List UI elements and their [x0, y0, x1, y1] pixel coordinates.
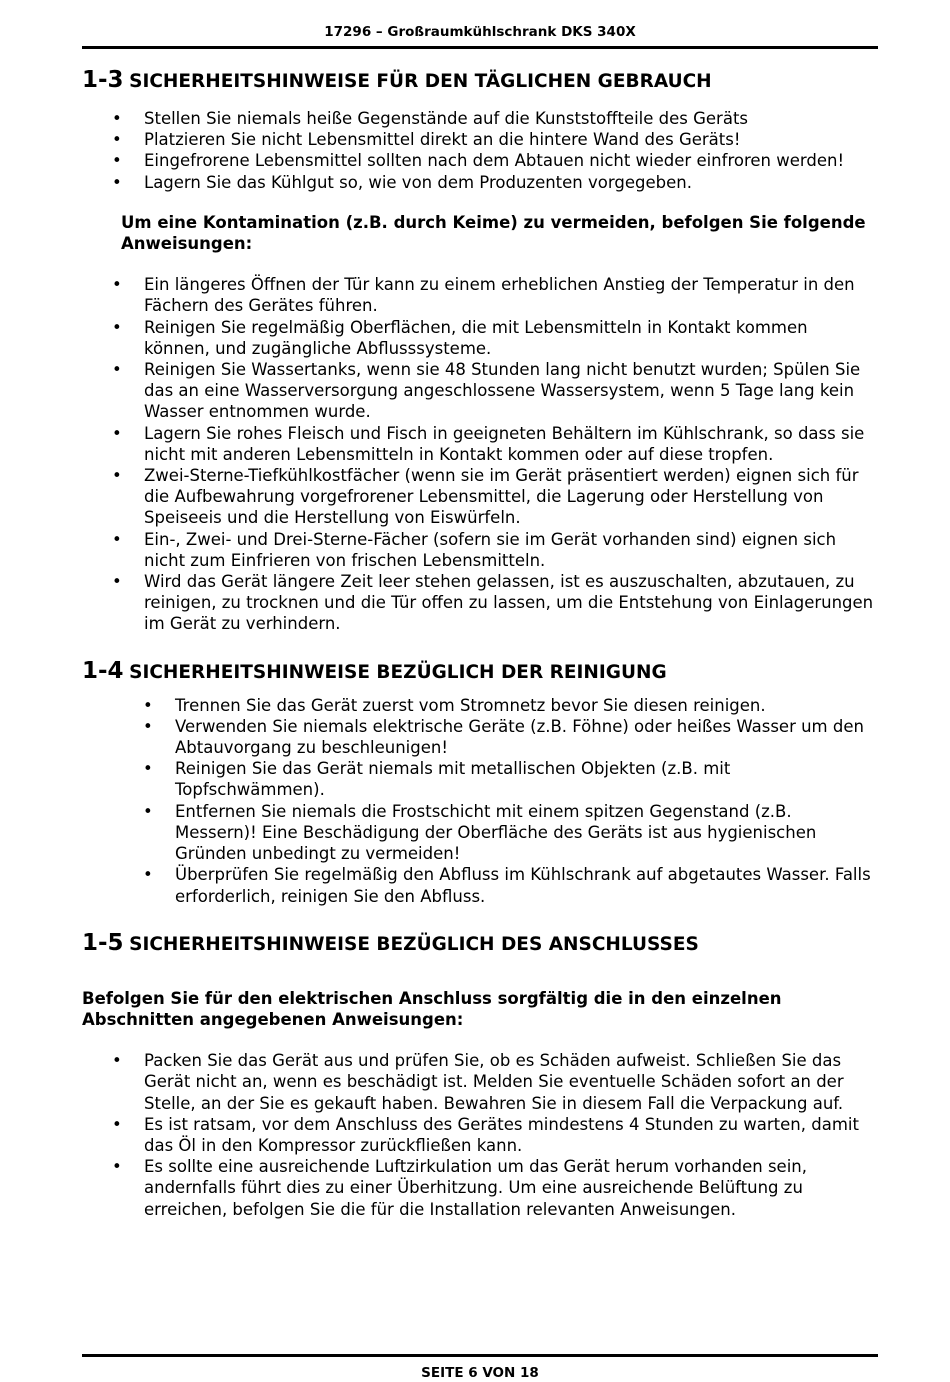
list-item: • Reinigen Sie regelmäßig Oberflächen, die mit Lebensmitteln in Kontakt kommen können, und zugängliche Abflusssysteme.	[112, 317, 808, 358]
list-item: • Wird das Gerät längere Zeit leer stehen gelassen, ist es auszuschalten, abzutauen, zu reinigen, zu trocknen und die Tür offen zu lassen, um die Entstehung von Einlagerungen im Gerät zu verhindern.	[112, 572, 874, 634]
list-item: • Entfernen Sie niemals die Frostschicht mit einem spitzen Gegenstand (z.B. Messern)! Eine Beschädigung der Oberfläche des Geräts ist aus hygienischen Gründen unbedingt zu vermeiden!	[143, 801, 817, 864]
list-item: • Es sollte eine ausreichende Luftzirkulation um das Gerät herum vorhanden sein, andernfalls führt dies zu einer Überhitzung. Um eine ausreichende Belüftung zu erreichen, befolgen Sie die für die Installation relevanten Anweisungen.	[112, 1157, 807, 1219]
list-item: • Reinigen Sie Wassertanks, wenn sie 48 Stunden lang nicht benutzt wurden; Spülen Sie das an eine Wasserversorgung angeschlossene Wassersystem, wenn 5 Tage lang kein Wasser entnommen wurde.	[112, 360, 861, 422]
section-heading-1-4	[82, 655, 878, 687]
contamination-note: Um eine Kontamination (z.B. durch Keime) zu vermeiden, befolgen Sie folgende Anweisungen:	[121, 212, 866, 254]
page-number: SEITE 6 VON 18	[421, 1365, 539, 1381]
section-number: 1-5	[82, 929, 124, 956]
section-heading-1-5	[82, 927, 878, 959]
list-item: • Überprüfen Sie regelmäßig den Abfluss im Kühlschrank auf abgetautes Wasser. Falls erforderlich, reinigen Sie den Abfluss.	[143, 865, 871, 906]
list-item: • Lagern Sie rohes Fleisch und Fisch in geeigneten Behältern im Kühlschrank, so dass sie nicht mit anderen Lebensmitteln in Kontakt kommen oder auf diese tropfen.	[112, 423, 865, 464]
connection-note: Befolgen Sie für den elektrischen Anschluss sorgfältig die in den einzelnen Abschnitten angegebenen Anweisungen:	[82, 988, 782, 1029]
list-item: • Lagern Sie das Kühlgut so, wie von dem Produzenten vorgegeben.	[112, 172, 692, 192]
section-title: SICHERHEITSHINWEISE BEZÜGLICH DES ANSCHLUSSES	[129, 933, 699, 955]
footer-rule	[82, 1354, 878, 1357]
list-item: • Ein-, Zwei- und Drei-Sterne-Fächer (sofern sie im Gerät vorhanden sind) eignen sich nicht zum Einfrieren von frischen Lebensmitteln.	[112, 529, 837, 570]
list-item: • Eingefrorene Lebensmittel sollten nach dem Abtauen nicht wieder einfroren werden!	[112, 151, 845, 171]
list-item: • Es ist ratsam, vor dem Anschluss des Gerätes mindestens 4 Stunden zu warten, damit das Öl in den Kompressor zurückfließen kann.	[112, 1114, 859, 1155]
section-title: SICHERHEITSHINWEISE BEZÜGLICH DER REINIGUNG	[129, 661, 667, 683]
section-number: 1-3	[82, 67, 124, 93]
bullet-list	[82, 1050, 878, 1220]
list-item: • Packen Sie das Gerät aus und prüfen Sie, ob es Schäden aufweist. Schließen Sie das Gerät nicht an, wenn es beschädigt ist. Melden Sie eventuelle Schäden sofort an der Stelle, an der Sie es gekauft haben. Bewahren Sie in diesem Fall die Verpackung auf.	[112, 1051, 844, 1113]
list-item: • Zwei-Sterne-Tiefkühlkostfächer (wenn sie im Gerät präsentiert werden) eignen sich für die Aufbewahrung vorgefrorener Lebensmittel, die Lagerung oder Herstellung von Speiseeis und die Herstellung von Eiswürfeln.	[112, 466, 859, 528]
section-number: 1-4	[82, 657, 124, 684]
list-item: • Platzieren Sie nicht Lebensmittel direkt an die hintere Wand des Geräts!	[112, 130, 741, 150]
bullet-list	[82, 274, 878, 634]
section-heading-1-3	[82, 64, 878, 96]
list-item: • Stellen Sie niemals heiße Gegenstände auf die Kunststoffteile des Geräts	[112, 109, 749, 128]
document-body	[82, 64, 878, 1220]
section-title: SICHERHEITSHINWEISE FÜR DEN TÄGLICHEN GEBRAUCH	[129, 71, 712, 92]
page-header: 17296 – Großraumkühlschrank DKS 340X	[324, 24, 636, 40]
list-item: • Reinigen Sie das Gerät niemals mit metallischen Objekten (z.B. mit Topfschwämmen).	[143, 759, 731, 800]
bullet-list	[82, 695, 878, 907]
list-item: • Ein längeres Öffnen der Tür kann zu einem erheblichen Anstieg der Temperatur in den Fächern des Gerätes führen.	[112, 275, 855, 316]
list-item: • Verwenden Sie niemals elektrische Geräte (z.B. Föhne) oder heißes Wasser um den Abtauvorgang zu beschleunigen!	[143, 716, 864, 758]
bullet-list	[82, 108, 878, 193]
list-item: • Trennen Sie das Gerät zuerst vom Stromnetz bevor Sie diesen reinigen.	[143, 695, 766, 715]
header-rule	[82, 46, 878, 49]
